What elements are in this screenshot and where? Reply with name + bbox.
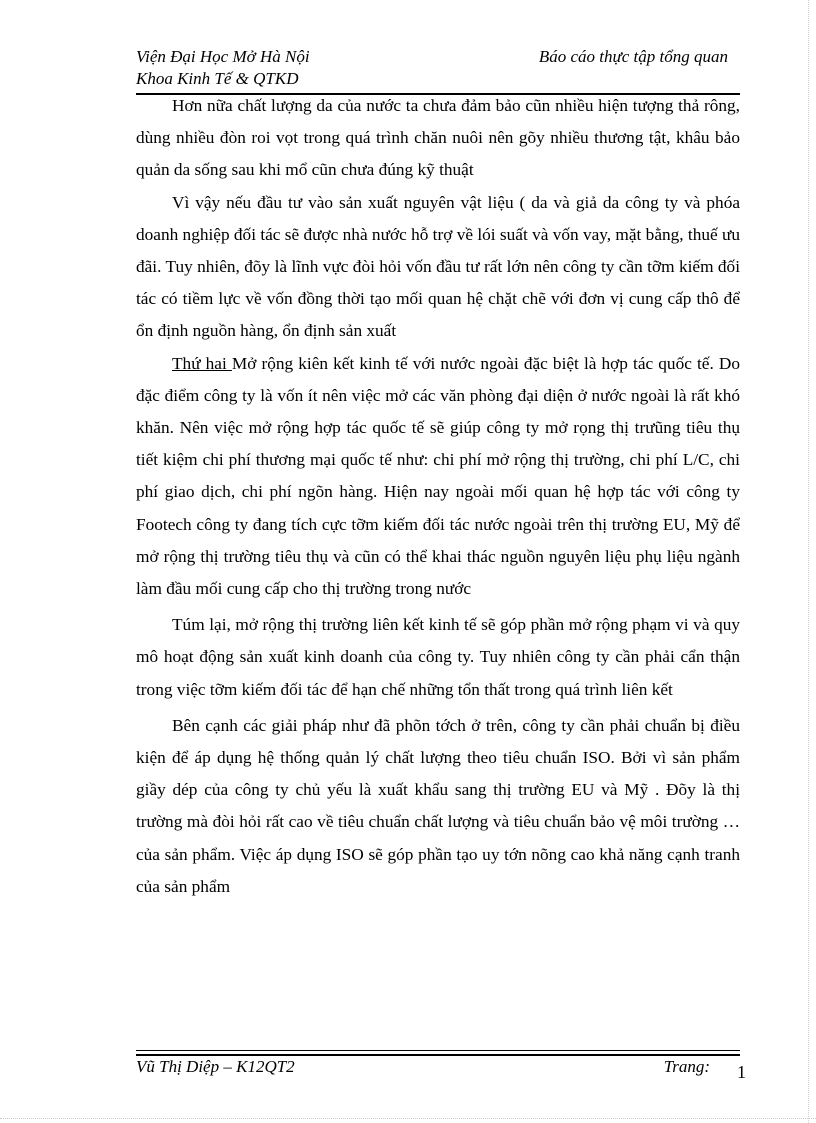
page-footer xyxy=(136,1056,740,1080)
section-label: Thứ hai xyxy=(172,353,232,373)
header-faculty: Khoa Kinh Tế & QTKD xyxy=(136,69,299,88)
paragraph-2: Vì vậy nếu đầu tư vào sản xuất nguyên vật liệu ( da và giả da công ty và phóa doanh nghiệp đối tác sẽ được nhà nước hỗ trợ về lói suất và vốn vay, mặt bằng, thuế ưu đãi. Tuy nhiên, đõy là lĩnh vực đòi hỏi vốn đầu tư rất lớn nên công ty cần tỡm kiếm đối tác có tiềm lực về vốn đồng thời tạo mối quan hệ chặt chẽ với đơn vị cung cấp thô để ổn định nguồn hàng, ổn định sản xuất xyxy=(136,192,740,341)
footer-author: Vũ Thị Diệp – K12QT2 xyxy=(136,1057,295,1076)
page-edge-right xyxy=(808,0,809,1123)
paragraph-3 xyxy=(136,348,740,606)
paragraph-4: Túm lại, mở rộng thị trường liên kết kinh tế sẽ góp phần mở rộng phạm vi và quy mô hoạt động sản xuất kinh doanh của công ty. Tuy nhiên công ty cần phải cẩn thận trong việc tỡm kiếm đối tác để hạn chế những tổn thất trong quá trình liên kết xyxy=(136,615,740,699)
page-edge-bottom xyxy=(0,1118,816,1119)
footer-page-label: Trang: xyxy=(663,1057,710,1076)
page-header xyxy=(136,46,740,94)
header-report-title: Báo cáo thực tập tổng quan xyxy=(538,47,728,66)
paragraph-5: Bên cạnh các giải pháp như đã phõn tớch ở trên, công ty cần phải chuẩn bị điều kiện để áp dụng hệ thống quản lý chất lượng theo tiêu chuẩn ISO. Bởi vì sản phẩm giầy dép của công ty chủ yếu là xuất khẩu sang thị trường EU và Mỹ . Đõy là thị trường mà đòi hỏi rất cao về tiêu chuẩn chất lượng và tiêu chuẩn bảo vệ môi trường …của sản phẩm. Việc áp dụng ISO sẽ góp phần tạo uy tớn nõng cao khả năng cạnh tranh của sản phẩm xyxy=(136,715,740,896)
footer-rule-thin xyxy=(136,1050,740,1051)
body-text xyxy=(136,90,740,903)
header-institution: Viện Đại Học Mở Hà Nội xyxy=(136,47,310,66)
page-number: 1 xyxy=(737,1062,746,1082)
paragraph-1: Hơn nữa chất lượng da của nước ta chưa đảm bảo cũn nhiều hiện tượng thả rông, dùng nhiều đòn roi vọt trong quá trình chăn nuôi nên gõy nhiều thương tật, khâu bảo quản da sống sau khi mổ cũn chưa đúng kỹ thuật xyxy=(136,96,740,180)
paragraph-3-text: Mở rộng kiên kết kinh tế với nước ngoài đặc biệt là hợp tác quốc tế. Do đặc điểm công ty là vốn ít nên việc mở các văn phòng đại diện ở nước ngoài là rất khó khăn. Nên việc mở rộng hợp tác quốc tế sẽ giúp công ty mở rọng thị trưũng tiêu thụ tiết kiệm chi phí thương mại quốc tế như: chi phí mở rộng thị trường, chi phí L/C, chi phí giao dịch, chi phí ngõn hàng. Hiện nay ngoài mối quan hệ hợp tác với công ty Footech công ty đang tích cực tỡm kiếm đối tác nước ngoài trên thị trường EU, Mỹ để mở rộng thị trường tiêu thụ và cũn có thể khai thác nguồn nguyên liệu phụ liệu ngành làm đầu mối cung cấp cho thị trường trong nước xyxy=(136,353,740,599)
